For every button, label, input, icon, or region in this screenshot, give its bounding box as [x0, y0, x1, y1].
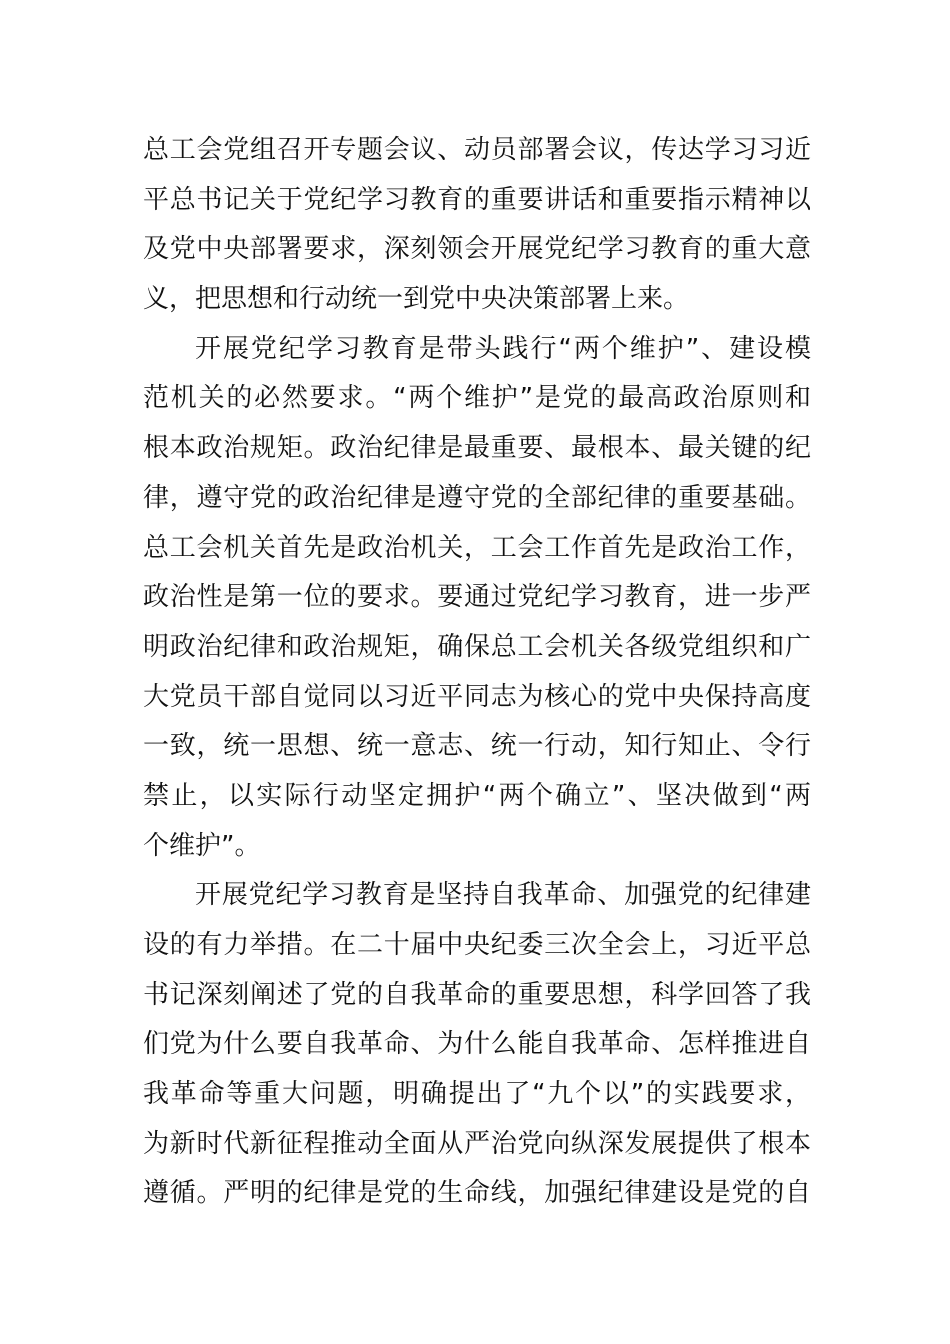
text-line: 总工会党组召开专题会议、动员部署会议，传达学习习近	[143, 135, 811, 165]
text-line: 禁止，以实际行动坚定拥护“两个确立”、坚决做到“两	[143, 780, 811, 811]
text-line: 开展党纪学习教育是坚持自我革命、加强党的纪律建	[195, 880, 811, 911]
paragraph-1	[143, 126, 811, 325]
document-body	[143, 126, 811, 1219]
text-line: 设的有力举措。在二十届中央纪委三次全会上，习近平总	[143, 930, 811, 960]
paragraph-2	[143, 325, 811, 872]
text-line: 我革命等重大问题，明确提出了“九个以”的实践要求，	[143, 1079, 811, 1110]
text-line: 政治性是第一位的要求。要通过党纪学习教育，进一步严	[143, 582, 811, 613]
text-line: 为新时代新征程推动全面从严治党向纵深发展提供了根本	[143, 1128, 811, 1159]
text-line: 大党员干部自觉同以习近平同志为核心的党中央保持高度	[143, 681, 811, 712]
text-line: 范机关的必然要求。“两个维护”是党的最高政治原则和	[143, 383, 811, 414]
text-line: 书记深刻阐述了党的自我革命的重要思想，科学回答了我	[143, 979, 811, 1010]
text-line: 律，遵守党的政治纪律是遵守党的全部纪律的重要基础。	[143, 482, 811, 513]
text-line: 们党为什么要自我革命、为什么能自我革命、怎样推进自	[143, 1029, 811, 1060]
text-line: 平总书记关于党纪学习教育的重要讲话和重要指示精神以	[143, 184, 811, 215]
text-line: 及党中央部署要求，深刻领会开展党纪学习教育的重大意	[143, 234, 811, 265]
text-line: 义，把思想和行动统一到党中央决策部署上来。	[143, 284, 690, 315]
text-line: 根本政治规矩。政治纪律是最重要、最根本、最关键的纪	[143, 433, 811, 464]
paragraph-3	[143, 871, 811, 1219]
text-line: 开展党纪学习教育是带头践行“两个维护”、建设模	[195, 333, 811, 364]
text-line: 遵循。严明的纪律是党的生命线，加强纪律建设是党的自	[143, 1178, 811, 1209]
text-line: 个维护”。	[143, 830, 261, 861]
text-line: 一致，统一思想、统一意志、统一行动，知行知止、令行	[143, 731, 811, 762]
text-line: 总工会机关首先是政治机关，工会工作首先是政治工作，	[143, 532, 811, 563]
text-line: 明政治纪律和政治规矩，确保总工会机关各级党组织和广	[143, 631, 811, 662]
